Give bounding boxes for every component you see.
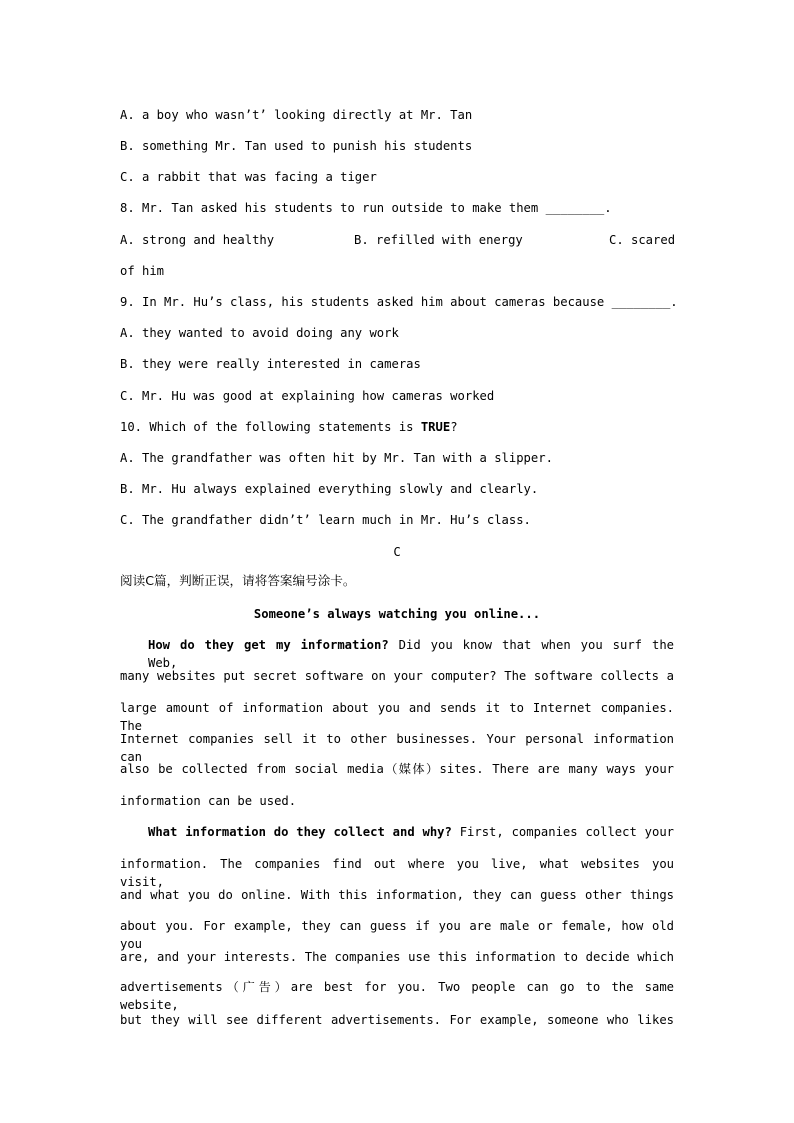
q7-option-b: B. something Mr. Tan used to punish his students [120,139,473,153]
q9-option-c: C. Mr. Hu was good at explaining how cameras worked [120,389,495,403]
passage-title: Someone’s always watching you online... [253,607,541,621]
q10-option-a: A. The grandfather was often hit by Mr. Tan with a slipper. [120,451,553,465]
p2-line-1-text: First, companies collect your [451,825,674,839]
p2-line-4: about you. For example, they can guess if you are male or female, how old you [120,919,674,951]
q9-option-a: A. they wanted to avoid doing any work [120,326,399,340]
q8-option-b: B. refilled with energy [354,233,523,247]
p1-heading: How do they get my information? [148,638,389,652]
p2-line-7: but they will see different advertisements. For example, someone who likes [120,1013,674,1027]
section-letter: C [393,545,401,559]
q7-option-c: C. a rabbit that was facing a tiger [120,170,377,184]
p2-line-2: information. The companies find out where you live, what websites you visit, [120,857,674,889]
p2-line-5: are, and your interests. The companies use this information to decide which [120,950,674,964]
p2-heading: What information do they collect and why? [148,825,452,839]
q8-option-c-cont: of him [120,264,165,278]
p2-line-3: and what you do online. With this information, they can guess other things [120,888,674,902]
q10-option-c: C. The grandfather didn’t’ learn much in Mr. Hu’s class. [120,513,531,527]
p1-line-2: many websites put secret software on your computer? The software collects a [120,669,674,683]
q9-stem: 9. In Mr. Hu’s class, his students asked him about cameras because ________. [120,295,678,309]
p1-line-1-text: Did you know that when you surf the Web, [148,638,674,670]
p1-line-3: large amount of information about you and sends it to Internet companies. The [120,701,674,733]
q10-option-b: B. Mr. Hu always explained everything slowly and clearly. [120,482,539,496]
p1-line-6: information can be used. [120,794,297,808]
q10-stem-text: 10. Which of the following statements is [120,420,421,434]
q10-stem-end: ? [450,420,458,434]
q9-option-b: B. they were really interested in cameras [120,357,421,371]
section-instruction: 阅读C篇，判断正误，请将答案编号涂卡。 [120,573,356,588]
q10-stem-bold: TRUE [420,420,451,434]
p2-line-6: advertisements（广告）are best for you. Two people can go to the same website, [120,980,674,1012]
p1-line-4: Internet companies sell it to other businesses. Your personal information can [120,732,674,764]
p2-line-1 [120,823,674,841]
q8-stem: 8. Mr. Tan asked his students to run outside to make them ________. [120,201,612,215]
q8-option-c: C. scared [609,233,676,247]
q7-option-a: A. a boy who wasn’t’ looking directly at Mr. Tan [120,108,473,122]
q8-option-a: A. strong and healthy [120,233,275,247]
p1-line-5: also be collected from social media（媒体）sites. There are many ways your [120,762,674,776]
q10-stem [120,418,674,436]
